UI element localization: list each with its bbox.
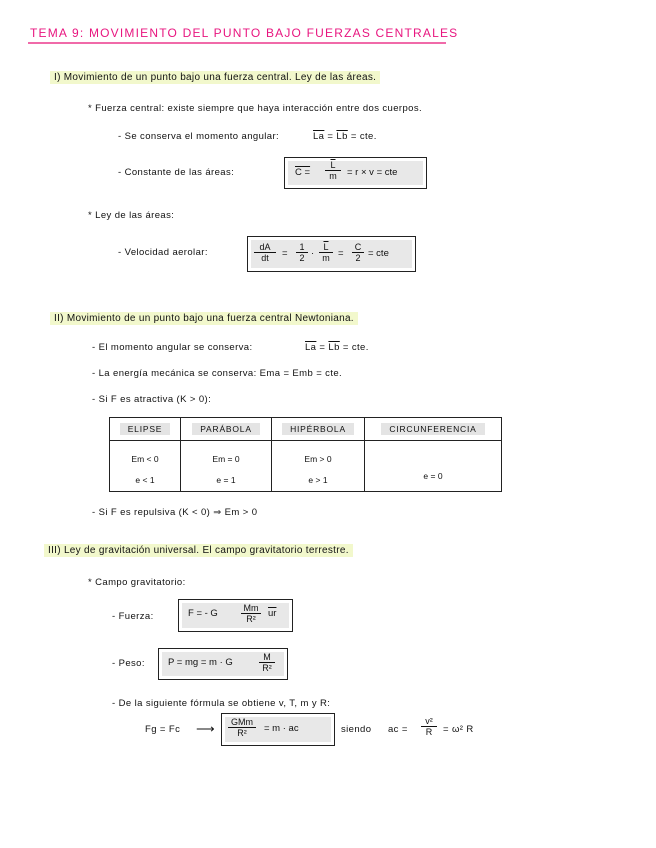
force-formula-box xyxy=(178,599,293,632)
section-1-bullet-law-of-areas: * Ley de las áreas: xyxy=(88,210,175,221)
header-elipse: ELIPSE xyxy=(110,418,181,441)
derivation-formula-box xyxy=(221,713,335,746)
formula-rest: = cte. xyxy=(350,131,377,142)
section-2-repulsive-force: - Si F es repulsiva (K < 0) ⇒ Em > 0 xyxy=(92,507,258,518)
section-3-derivation-text: - De la siguiente fórmula se obtiene v, T, m y R: xyxy=(112,698,331,709)
formula-v2-over-r: $\frac{\text{v²}}{R}$ xyxy=(421,716,437,737)
formula-m-over-r2: $\frac{M}{\text{R²}}$ xyxy=(259,652,275,673)
areal-constant-formula-box xyxy=(284,157,427,189)
formula-c-half: $\frac{C}{2}$ xyxy=(352,242,364,263)
formula-one-half: $\frac{1}{2}$ xyxy=(296,242,308,263)
section-1-heading: I) Movimiento de un punto bajo una fuerza central. Ley de las áreas. xyxy=(50,71,380,84)
section-2-energy-conserved: - La energía mecánica se conserva: Ema = Emb = cte. xyxy=(92,368,343,379)
formula-l-over-m: $\frac{\overline{L}}{m}$ xyxy=(325,160,341,181)
section-1-areal-velocity-text: - Velocidad aerolar: xyxy=(118,247,208,258)
cell-circunferencia: e = 0 xyxy=(365,441,502,492)
formula-omega-r: = ω² R xyxy=(443,724,474,735)
title-underline xyxy=(28,42,446,44)
areal-velocity-formula-box xyxy=(247,236,416,272)
arrow-right-icon: ⟶ xyxy=(196,721,216,736)
section-2-heading: II) Movimiento de un punto bajo una fuerza central Newtoniana. xyxy=(50,312,358,325)
section-2-angular-momentum-text: - El momento angular se conserva: xyxy=(92,342,253,353)
section-3-bullet-gravitational-field: * Campo gravitatorio: xyxy=(88,577,186,588)
section-3-force-label: - Fuerza: xyxy=(112,611,154,622)
formula-f-lhs: F = - G xyxy=(188,608,218,619)
formula-lb: $\overline{Lb}$ xyxy=(336,131,348,142)
formula-gmm-over-r2: GMm R² xyxy=(228,717,256,738)
section-3-weight-label: - Peso: xyxy=(112,658,145,669)
formula-la: $\overline{La}$ xyxy=(313,131,325,142)
formula-p-lhs: P = mg = m · G xyxy=(168,657,233,668)
page-title: TEMA 9: MOVIMIENTO DEL PUNTO BAJO FUERZAS CENTRALES xyxy=(30,26,459,40)
formula-equals: = xyxy=(319,342,326,353)
section-2-attractive-force: - Si F es atractiva (K > 0): xyxy=(92,394,212,405)
formula-fg-fc: Fg = Fc xyxy=(145,724,181,735)
formula-c-lhs: C = xyxy=(295,167,311,178)
formula-cte: = cte xyxy=(368,248,389,259)
section-2-angular-momentum-formula xyxy=(305,342,369,353)
header-circunferencia: CIRCUNFERENCIA xyxy=(365,418,502,441)
section-1-bullet-central-force: * Fuerza central: existe siempre que haya interacción entre dos cuerpos. xyxy=(88,103,423,114)
header-hiperbola: HIPÉRBOLA xyxy=(272,418,365,441)
section-1-areal-constant-text: - Constante de las áreas: xyxy=(118,167,235,178)
section-1-angular-momentum-formula xyxy=(313,131,377,142)
section-1-angular-momentum-text: - Se conserva el momento angular: xyxy=(118,131,280,142)
formula-rest: = cte. xyxy=(342,342,369,353)
text-siendo: siendo xyxy=(341,724,372,735)
formula-lb: $\overline{Lb}$ xyxy=(328,342,340,353)
weight-formula-box xyxy=(158,648,288,680)
formula-m-ac: = m · ac xyxy=(264,723,299,734)
cell-parabola: Em = 0 e = 1 xyxy=(181,441,272,492)
formula-mm-over-r2: $\frac{Mm}{\text{R²}}$ xyxy=(241,603,261,624)
formula-r-cross-v: = r × v = cte xyxy=(347,167,398,178)
formula-unit-vector: $\overline{ur}$ xyxy=(268,608,277,619)
cell-hiperbola: Em > 0 e > 1 xyxy=(272,441,365,492)
formula-da-dt: $\frac{dA}{dt}$ xyxy=(254,242,276,263)
formula-equals: = xyxy=(327,131,334,142)
formula-dot: · xyxy=(311,248,315,259)
cell-elipse: Em < 0 e < 1 xyxy=(110,441,181,492)
formula-ac-label: ac = xyxy=(388,724,408,735)
formula-la: $\overline{La}$ xyxy=(305,342,317,353)
formula-l-over-m-2: $\frac{\overline{L}}{m}$ xyxy=(319,242,333,263)
conics-table xyxy=(109,417,502,492)
section-3-heading: III) Ley de gravitación universal. El campo gravitatorio terrestre. xyxy=(44,544,353,557)
formula-eq-1: = xyxy=(282,248,288,259)
formula-eq-2: = xyxy=(338,248,344,259)
header-parabola: PARÁBOLA xyxy=(181,418,272,441)
